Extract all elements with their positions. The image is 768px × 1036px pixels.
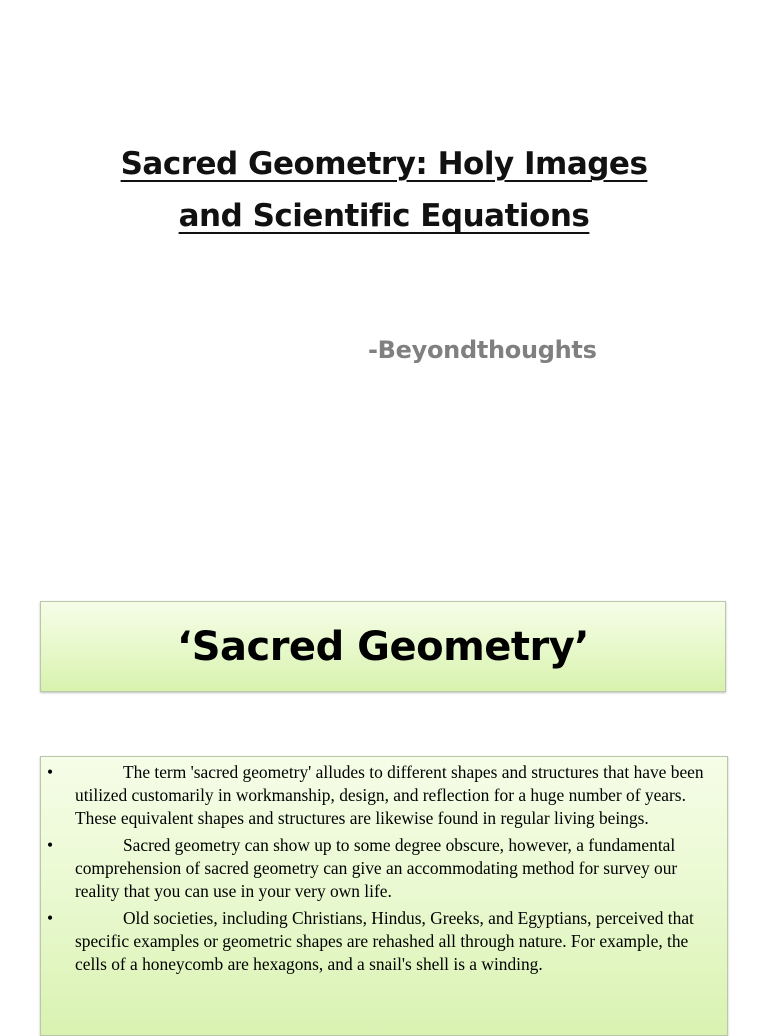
bullet-item	[47, 834, 719, 903]
bullet-item	[47, 907, 719, 976]
bullet-list	[47, 761, 719, 976]
bullet-item	[47, 761, 719, 830]
bullet-text: The term 'sacred geometry' alludes to different shapes and structures that have been utilized customarily in workmanship, design, and reflection for a huge number of years. These equivalent shapes and structures are likewise found in regular living beings.	[75, 762, 704, 828]
author-credit: -Beyondthoughts	[368, 336, 597, 364]
slide-title	[60, 138, 708, 242]
banner-heading: ‘Sacred Geometry’	[177, 623, 589, 670]
section-banner	[40, 601, 726, 692]
content-box	[40, 756, 728, 1036]
bullet-marker: •	[47, 908, 54, 928]
bullet-marker: •	[47, 835, 54, 855]
bullet-marker: •	[47, 762, 54, 782]
title-line-2: and Scientific Equations	[178, 198, 590, 234]
bullet-text: Sacred geometry can show up to some degree obscure, however, a fundamental comprehension of sacred geometry can give an accommodating method for survey our reality that you can use in your very own life.	[75, 835, 678, 901]
bullet-text: Old societies, including Christians, Hindus, Greeks, and Egyptians, perceived that specific examples or geometric shapes are rehashed all through nature. For example, the cells of a honeycomb are hexagons, and a snail's shell is a winding.	[75, 908, 694, 974]
title-line-1: Sacred Geometry: Holy Images	[120, 146, 648, 182]
